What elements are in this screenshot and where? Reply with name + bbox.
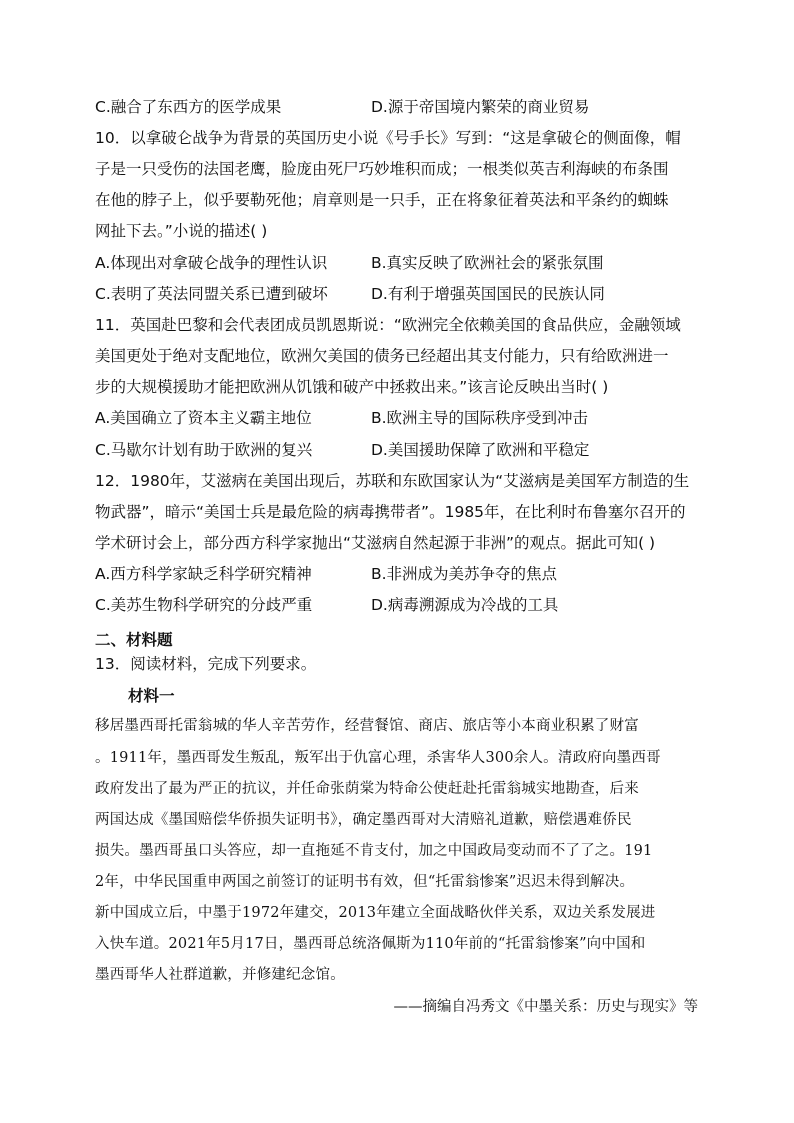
q9-option-c[interactable]: C.融合了东西方的医学成果 (95, 98, 282, 116)
q12-option-b[interactable]: B.非洲成为美苏争夺的焦点 (371, 565, 558, 583)
q10-stem-line-3: 在他的脖子上，似乎要勒死他；肩章则是一只手，正在将象征着英法和平条约的蜘蛛 (95, 191, 669, 209)
material-line-6: 2年，中华民国重申两国之前签订的证明书有效，但“托雷翁惨案”迟迟未得到解决。 (95, 874, 635, 890)
q10-stem-line-4: 网扯下去。”小说的描述( ) (95, 222, 268, 240)
q10-option-d[interactable]: D.有利于增强英国国民的民族认同 (371, 285, 605, 303)
q12-option-d[interactable]: D.病毒溯源成为冷战的工具 (371, 596, 559, 614)
material-line-1: 移居墨西哥托雷翁城的华人辛苦劳作，经营餐馆、商店、旅店等小本商业积累了财富 (95, 718, 639, 734)
q11-stem-line-2: 美国更处于绝对支配地位，欧洲欠美国的债务已经超出其支付能力，只有给欧洲进一 (95, 347, 669, 365)
q11-options-row-ab (95, 408, 700, 428)
q11-options-row-cd (95, 440, 700, 460)
q11-stem-line-3: 步的大规模援助才能把欧洲从饥饿和破产中拯救出来。”该言论反映出当时( ) (95, 378, 609, 396)
q12-stem-line-1: 12．1980年，艾滋病在美国出现后，苏联和东欧国家认为“艾滋病是美国军方制造的生 (95, 472, 690, 490)
q12-option-a[interactable]: A.西方科学家缺乏科学研究精神 (95, 565, 312, 583)
q10-stem-line-2: 子是一只受伤的法国老鹰，脸庞由死尸巧妙堆积而成；一根类似英吉利海峡的布条围 (95, 160, 669, 178)
q9-option-d[interactable]: D.源于帝国境内繁荣的商业贸易 (371, 98, 590, 116)
section-title: 二、材料题 (95, 631, 173, 649)
q12-options-row-ab (95, 564, 700, 584)
q13-intro: 13．阅读材料，完成下列要求。 (95, 655, 317, 673)
material-line-3: 政府发出了最为严正的抗议，并任命张荫棠为特命公使赶赴托雷翁城实地勘查，后来 (95, 781, 639, 797)
q9-options-row-cd (95, 97, 700, 117)
material-line-7: 新中国成立后，中墨于1972年建交，2013年建立全面战略伙伴关系，双边关系发展进 (95, 905, 656, 921)
q10-option-a[interactable]: A.体现出对拿破仑战争的理性认识 (95, 254, 328, 272)
material-line-9: 墨西哥华人社群道歉，并修建纪念馆。 (95, 967, 345, 983)
q11-option-a[interactable]: A.美国确立了资本主义霸主地位 (95, 409, 312, 427)
material-title: 材料一 (128, 687, 175, 705)
q12-options-row-cd (95, 595, 700, 615)
material-line-8: 入快车道。2021年5月17日，墨西哥总统洛佩斯为110年前的“托雷翁惨案”向中国和 (95, 936, 646, 952)
material-source: ——摘编自冯秀文《中墨关系：历史与现实》等 (393, 999, 698, 1015)
q11-option-c[interactable]: C.马歇尔计划有助于欧洲的复兴 (95, 441, 313, 459)
q12-stem-line-3: 学术研讨会上，部分西方科学家抛出“艾滋病自然起源于非洲”的观点。据此可知( ) (95, 534, 656, 552)
q11-stem-line-1: 11．英国赴巴黎和会代表团成员凯恩斯说：“欧洲完全依赖美国的食品供应，金融领域 (95, 316, 681, 334)
q11-option-b[interactable]: B.欧洲主导的国际秩序受到冲击 (371, 409, 589, 427)
q12-stem-line-2: 物武器”，暗示“美国士兵是最危险的病毒携带者”。1985年，在比利时布鲁塞尔召开的 (95, 503, 686, 521)
q12-option-c[interactable]: C.美苏生物科学研究的分歧严重 (95, 596, 313, 614)
material-line-4: 两国达成《墨国赔偿华侨损失证明书》，确定墨西哥对大清赔礼道歉，赔偿遇难侨民 (95, 812, 632, 828)
q10-option-c[interactable]: C.表明了英法同盟关系已遭到破坏 (95, 285, 328, 303)
q11-option-d[interactable]: D.美国援助保障了欧洲和平稳定 (371, 441, 590, 459)
q10-option-b[interactable]: B.真实反映了欧洲社会的紧张氛围 (371, 254, 604, 272)
q10-options-row-ab (95, 253, 700, 273)
material-line-2: 。1911年，墨西哥发生叛乱，叛军出于仇富心理，杀害华人300余人。清政府向墨西哥 (95, 750, 661, 766)
material-line-5: 损失。墨西哥虽口头答应，却一直拖延不肯支付，加之中国政局变动而不了了之。191 (95, 843, 653, 859)
q10-stem-line-1: 10．以拿破仑战争为背景的英国历史小说《号手长》写到：“这是拿破仑的侧面像，帽 (95, 129, 681, 147)
q10-options-row-cd (95, 284, 700, 304)
